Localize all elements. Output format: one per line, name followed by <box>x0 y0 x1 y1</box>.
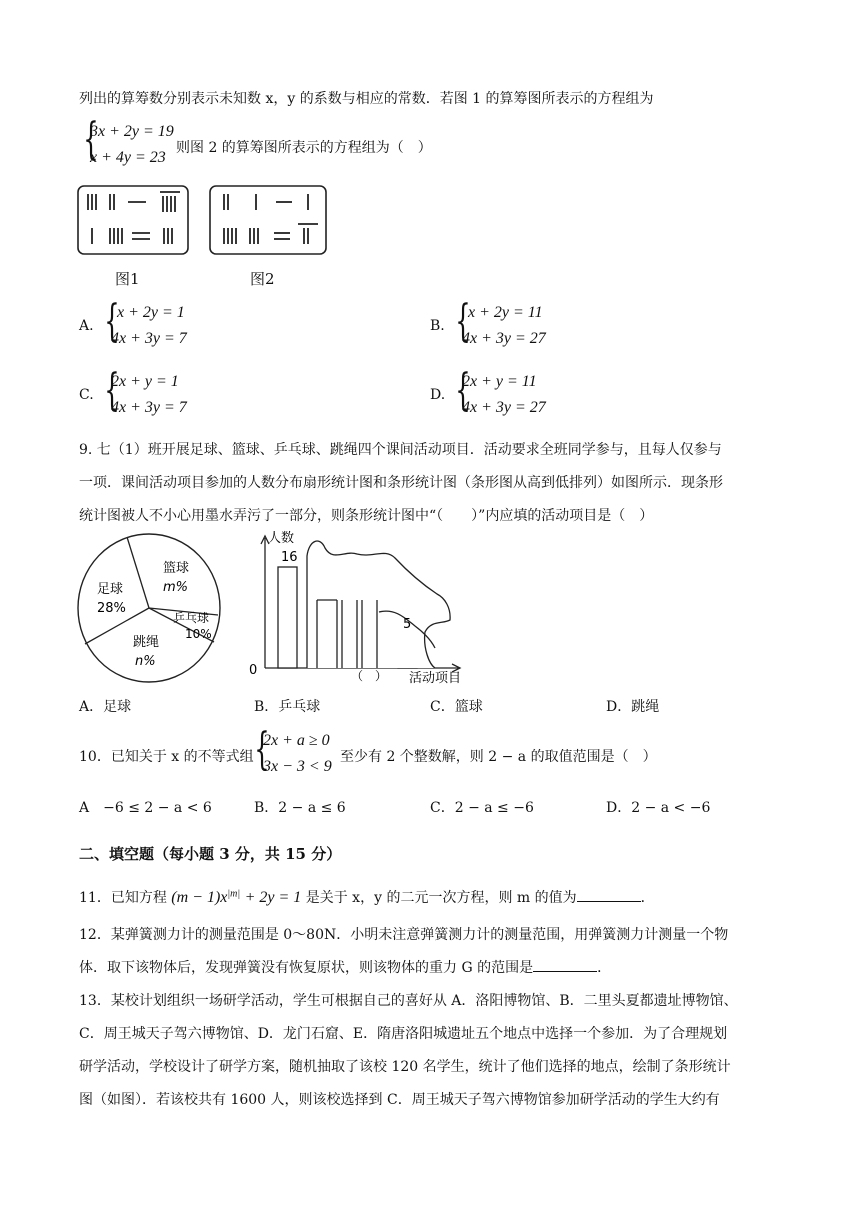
bar-ylabel: 人数 <box>268 531 295 546</box>
q9-line1: 9. 七（1）班开展足球、篮球、乒乓球、跳绳四个课间活动项目．活动要求全班同学参与，且每人仅参与 <box>79 442 722 458</box>
q11-pre: 11．已知方程 <box>79 890 167 906</box>
q11-expr: (m − 1)x <box>171 889 228 906</box>
fig1-label: 图1 <box>115 270 140 288</box>
q9-line2: 一项．课间活动项目参加的人数分布扇形统计图和条形统计图（条形图从高到低排列）如图所示．现条形 <box>79 475 723 491</box>
q12-line1: 12．某弹簧测力计的测量范围是 0～80N．小明未注意弹簧测力计的测量范围，用弹簧测力计测量一个物 <box>79 927 729 943</box>
option-d-label: D. <box>430 387 446 403</box>
option-b-eq1: x + 2y = 11 <box>468 304 543 321</box>
q11-line <box>79 887 655 907</box>
option-b-label: B. <box>430 318 445 334</box>
pie-pingpong-label: 乒乓球 <box>173 611 210 625</box>
option-a-brace: { <box>104 296 120 347</box>
q12-end: ． <box>597 960 612 976</box>
q13-line4: 图（如图）．若该校共有 1600 人，则该校选择到 C．周王城天子驾六博物馆参加研学活动的学生大约有 <box>79 1092 720 1108</box>
q13-line1: 13．某校计划组织一场研学活动，学生可根据自己的喜好从 A．洛阳博物馆、B．二里头夏都遗址博物馆、 <box>79 993 738 1009</box>
q11-answer-blank[interactable] <box>577 887 641 902</box>
option-c-eq1: 2x + y = 1 <box>111 373 179 390</box>
q8-system-eq1: 3x + 2y = 19 <box>90 123 174 140</box>
pie-basketball-label: 篮球 <box>163 561 190 576</box>
pie-chart <box>75 530 225 686</box>
q9-option-c[interactable]: C．篮球 <box>430 699 483 715</box>
q13-line2: C．周王城天子驾六博物馆、D．龙门石窟、E．隋唐洛阳城遗址五个地点中选择一个参加．为了合理规划 <box>79 1026 728 1042</box>
option-d-eq1: 2x + y = 11 <box>462 373 537 390</box>
option-c-label: C. <box>79 387 94 403</box>
q10-ineq1: 2x + a ≥ 0 <box>263 732 330 749</box>
q10-ineq2: 3x − 3 < 9 <box>263 758 332 775</box>
q8-system-eq2: x + 4y = 23 <box>90 149 166 166</box>
option-a-eq2: 4x + 3y = 7 <box>111 330 187 347</box>
q9-option-b[interactable]: B．乒乓球 <box>254 699 321 715</box>
bar-chart <box>245 528 475 688</box>
q9-option-d[interactable]: D．跳绳 <box>606 699 660 715</box>
pie-football-pct: 28% <box>97 601 126 616</box>
bar-4-value: 5 <box>403 617 412 632</box>
bar-1 <box>278 567 297 668</box>
pie-basketball-pct: m% <box>163 580 189 595</box>
fig2-label: 图2 <box>250 270 275 288</box>
pie-football-label: 足球 <box>97 582 124 597</box>
q12-line2: 体．取下该物体后，发现弹簧没有恢复原状，则该物体的重力 G 的范围是 <box>79 960 534 976</box>
q13-line3: 研学活动，学校设计了研学方案，随机抽取了该校 120 名学生，统计了他们选择的地点，绘制了条形统计 <box>79 1059 731 1075</box>
q11-tail: + 2y = 1 <box>244 889 302 906</box>
option-c-eq2: 4x + 3y = 7 <box>111 399 187 416</box>
q8-ask: 则图 2 的算筹图所表示的方程组为（ ） <box>176 140 432 156</box>
option-a-eq1: x + 2y = 1 <box>117 304 185 321</box>
fig2-rods <box>224 194 318 244</box>
q8-system-brace: { <box>83 114 99 165</box>
bar-xlabel: 活动项目 <box>409 671 462 686</box>
q10-post: 至少有 2 个整数解，则 2 − a 的取值范围是（ ） <box>340 749 657 765</box>
pie-pingpong-pct: 10% <box>185 627 212 641</box>
option-d-brace: { <box>455 365 471 416</box>
q10-option-d[interactable]: D．2 − a < −6 <box>606 800 711 816</box>
pie-rope-pct: n% <box>135 654 156 669</box>
fig1-rods <box>88 192 180 244</box>
q10-pre: 10．已知关于 x 的不等式组 <box>79 749 254 765</box>
q8-intro: 列出的算筹数分别表示未知数 x，y 的系数与相应的常数．若图 1 的算筹图所表示的方程组为 <box>79 91 654 107</box>
counting-rod-figures <box>76 184 334 258</box>
q9-option-a[interactable]: A．足球 <box>79 699 132 715</box>
option-d-eq2: 4x + 3y = 27 <box>462 399 546 416</box>
origin-label: 0 <box>249 663 258 678</box>
option-c-brace: { <box>104 365 120 416</box>
option-b-brace: { <box>455 296 471 347</box>
q10-option-a[interactable]: A −6 ≤ 2 − a < 6 <box>79 800 212 816</box>
ink-blot <box>307 541 450 668</box>
option-a-label: A. <box>79 318 94 334</box>
option-b-eq2: 4x + 3y = 27 <box>462 330 546 347</box>
pie-rope-label: 跳绳 <box>133 635 160 650</box>
q11-end: ． <box>640 890 655 906</box>
section-title: 二、填空题（每小题 3 分，共 15 分） <box>79 845 342 863</box>
q9-line3: 统计图被人不小心用墨水弄污了一部分，则条形统计图中“（ ）”内应填的活动项目是（ ） <box>79 508 654 524</box>
q10-brace: { <box>254 724 270 775</box>
q12-line2-wrap <box>79 957 611 977</box>
q12-answer-blank[interactable] <box>533 957 597 972</box>
bar-blank-label: （ ） <box>351 669 388 683</box>
q10-option-c[interactable]: C．2 − a ≤ −6 <box>430 800 534 816</box>
bar-1-value: 16 <box>281 550 298 565</box>
q11-exponent: |m| <box>227 888 241 900</box>
q10-option-b[interactable]: B．2 − a ≤ 6 <box>254 800 346 816</box>
q11-post: 是关于 x，y 的二元一次方程，则 m 的值为 <box>305 890 577 906</box>
